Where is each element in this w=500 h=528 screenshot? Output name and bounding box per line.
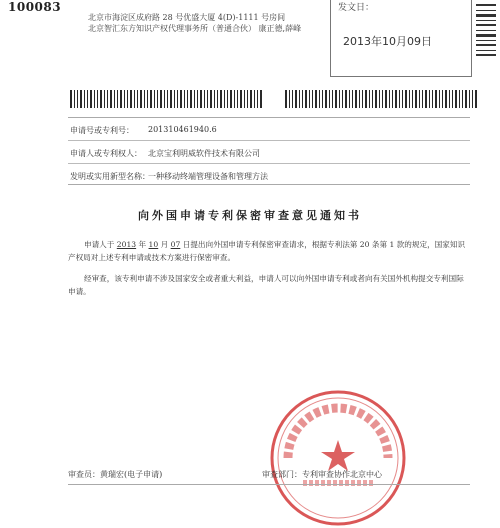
barcode-bar xyxy=(405,90,407,108)
barcode-bar xyxy=(257,90,258,108)
barcode-bar xyxy=(134,90,135,108)
barcode-bar xyxy=(389,90,390,108)
barcode-bar xyxy=(104,90,105,108)
barcode-bar xyxy=(339,90,340,108)
barcode-bar xyxy=(382,90,383,108)
request-month: 10 xyxy=(148,240,159,249)
barcode-bar xyxy=(160,90,162,108)
barcode-bar xyxy=(214,90,215,108)
barcode-bar xyxy=(77,90,78,108)
barcode-bar xyxy=(395,90,397,108)
review-department: 审查部门：专利审查协作北京中心 xyxy=(262,470,382,479)
corner-barcode xyxy=(472,0,500,80)
barcode-bar xyxy=(100,90,102,108)
barcode-bar xyxy=(204,90,205,108)
para1-month-suffix: 月 xyxy=(158,240,171,249)
barcode-bar xyxy=(309,90,310,108)
barcode-bar xyxy=(240,90,242,108)
barcode-bar xyxy=(164,90,165,108)
info-label: 发明或实用新型名称： xyxy=(70,172,150,181)
info-row-applicant xyxy=(70,148,260,159)
barcode-bar xyxy=(217,90,218,108)
barcode-bar xyxy=(234,90,235,108)
para1-lead: 申请人于 xyxy=(84,240,117,249)
barcode-bar xyxy=(399,90,400,108)
barcode-bar xyxy=(472,90,473,108)
barcode-bar xyxy=(117,90,118,108)
barcode-bar xyxy=(435,90,437,108)
notice-title: 向外国申请专利保密审查意见通知书 xyxy=(138,209,362,222)
barcode-bar xyxy=(237,90,238,108)
info-label: 申请人或专利权人： xyxy=(70,149,142,158)
barcode-bar xyxy=(130,90,132,108)
barcode-bar xyxy=(285,90,287,108)
barcode-bar xyxy=(250,90,252,108)
barcode-bar xyxy=(329,90,330,108)
barcode-bar xyxy=(352,90,353,108)
barcode-bar xyxy=(110,90,112,108)
request-year: 2013 xyxy=(116,240,137,249)
barcode-bar xyxy=(295,90,297,108)
barcode-bar xyxy=(362,90,363,108)
barcode-bar xyxy=(114,90,115,108)
send-date-label: 发文日： xyxy=(338,3,375,13)
barcode-bar xyxy=(459,90,460,108)
barcode-bar xyxy=(184,90,185,108)
barcode-bar xyxy=(154,90,155,108)
barcode-bar xyxy=(170,90,172,108)
barcode-bar xyxy=(409,90,410,108)
footer-divider xyxy=(68,484,470,485)
barcode-bar xyxy=(87,90,88,108)
barcode-bar xyxy=(322,90,323,108)
barcode-bar xyxy=(180,90,182,108)
barcode-bar xyxy=(227,90,228,108)
barcode-bar xyxy=(325,90,327,108)
barcode-bar xyxy=(97,90,98,108)
info-value: 201310461940.6 xyxy=(148,125,217,134)
barcode-bar xyxy=(120,90,122,108)
barcode-bar xyxy=(244,90,245,108)
barcode-bar xyxy=(455,90,457,108)
barcode-bar xyxy=(289,90,290,108)
barcode-bar xyxy=(332,90,333,108)
barcode-bar xyxy=(465,90,467,108)
barcode-bar xyxy=(84,90,85,108)
barcode-bar xyxy=(207,90,208,108)
barcode-bar xyxy=(462,90,463,108)
barcode-bar xyxy=(445,90,447,108)
barcode-bar xyxy=(210,90,212,108)
info-divider xyxy=(68,163,470,164)
barcode-bar xyxy=(312,90,313,108)
reviewer: 审查员：黄瑞宏(电子申请) xyxy=(68,470,163,479)
barcode-bar xyxy=(442,90,443,108)
barcode-bar xyxy=(385,90,387,108)
barcode-bar xyxy=(70,90,72,108)
barcode-bar xyxy=(157,90,158,108)
barcode-bar xyxy=(372,90,373,108)
recipient-postcode: 100083 xyxy=(8,0,62,14)
barcode-bar xyxy=(319,90,320,108)
barcode-bar xyxy=(449,90,450,108)
barcode-bar xyxy=(150,90,152,108)
request-day: 07 xyxy=(170,240,181,249)
barcode-bar xyxy=(220,90,222,108)
barcode-bar xyxy=(80,90,82,108)
para2-body: 经审查，该专利申请不涉及国家安全或者重大利益，申请人可以向外国申请专利或者向有关国外机构提交专利国际申请。 xyxy=(68,274,464,296)
para1-year-suffix: 年 xyxy=(136,240,149,249)
barcode-bar xyxy=(224,90,225,108)
barcode-bar xyxy=(402,90,403,108)
barcode-bar xyxy=(439,90,440,108)
barcode-bar xyxy=(124,90,125,108)
barcode-right xyxy=(285,90,477,108)
barcode-bar xyxy=(200,90,202,108)
barcode-bar xyxy=(345,90,347,108)
barcode-bar xyxy=(315,90,317,108)
para1-body: 日提出向外国申请专利保密审查请求，根据专利法第 20 条第 1 款的规定，国家知识产权局对上述专利申请或技术方案进行保密审查。 xyxy=(68,240,466,262)
barcode-bar xyxy=(392,90,393,108)
barcode-bar xyxy=(365,90,367,108)
barcode-bar xyxy=(335,90,337,108)
notice-paragraph-1 xyxy=(68,238,468,264)
info-value: 北京宝利明威软件技术有限公司 xyxy=(148,149,260,158)
barcode-bar xyxy=(174,90,175,108)
info-row-invention-title xyxy=(70,171,268,182)
barcode-bar xyxy=(260,90,262,108)
barcode-bar xyxy=(187,90,188,108)
official-seal xyxy=(268,388,408,528)
barcode-bar xyxy=(415,90,417,108)
barcode-bar xyxy=(167,90,168,108)
barcode-bar xyxy=(342,90,343,108)
info-row-application-number xyxy=(70,125,217,136)
recipient-address: 北京市海淀区成府路 28 号优盛大厦 4(D)-1111 号房间 xyxy=(88,13,286,22)
notice-paragraph-2 xyxy=(68,272,468,298)
barcode-bar xyxy=(137,90,138,108)
barcode-bar xyxy=(425,90,427,108)
barcode-bar xyxy=(355,90,357,108)
barcode-bar xyxy=(475,90,477,108)
barcode-bar xyxy=(197,90,198,108)
barcode-bar xyxy=(369,90,370,108)
barcode-bar xyxy=(254,90,255,108)
barcode-bar xyxy=(90,90,92,108)
barcode-bar xyxy=(292,90,293,108)
barcode-bar xyxy=(147,90,148,108)
barcode-bar xyxy=(359,90,360,108)
barcode-bar xyxy=(452,90,453,108)
barcode-bar xyxy=(429,90,430,108)
info-value: 一种移动终端管理设备和管理方法 xyxy=(148,172,268,181)
barcode-bar xyxy=(230,90,232,108)
barcode-bar xyxy=(422,90,423,108)
barcode-bar xyxy=(379,90,380,108)
barcode-bar xyxy=(412,90,413,108)
info-divider xyxy=(68,140,470,141)
barcode-bar xyxy=(432,90,433,108)
barcode-bar xyxy=(144,90,145,108)
barcode-bar xyxy=(94,90,95,108)
send-date: 2013年10月09日 xyxy=(343,35,432,48)
barcode-bar xyxy=(127,90,128,108)
barcode-bar xyxy=(190,90,192,108)
barcode-bar xyxy=(194,90,195,108)
barcode-bar xyxy=(375,90,377,108)
barcode-bar xyxy=(299,90,300,108)
barcode-bar xyxy=(349,90,350,108)
barcode-bar xyxy=(247,90,248,108)
barcode-bar xyxy=(177,90,178,108)
barcode-bar xyxy=(469,90,470,108)
info-label: 申请号或专利号： xyxy=(70,126,134,135)
barcode-bar xyxy=(107,90,108,108)
recipient-agency: 北京智汇东方知识产权代理事务所（普通合伙） 康正德,薛峰 xyxy=(88,24,302,33)
barcode-bar xyxy=(74,90,75,108)
barcode-bar xyxy=(140,90,142,108)
barcode-left xyxy=(70,90,262,108)
barcode-bar xyxy=(302,90,303,108)
barcode-bar xyxy=(305,90,307,108)
barcode-bar xyxy=(419,90,420,108)
